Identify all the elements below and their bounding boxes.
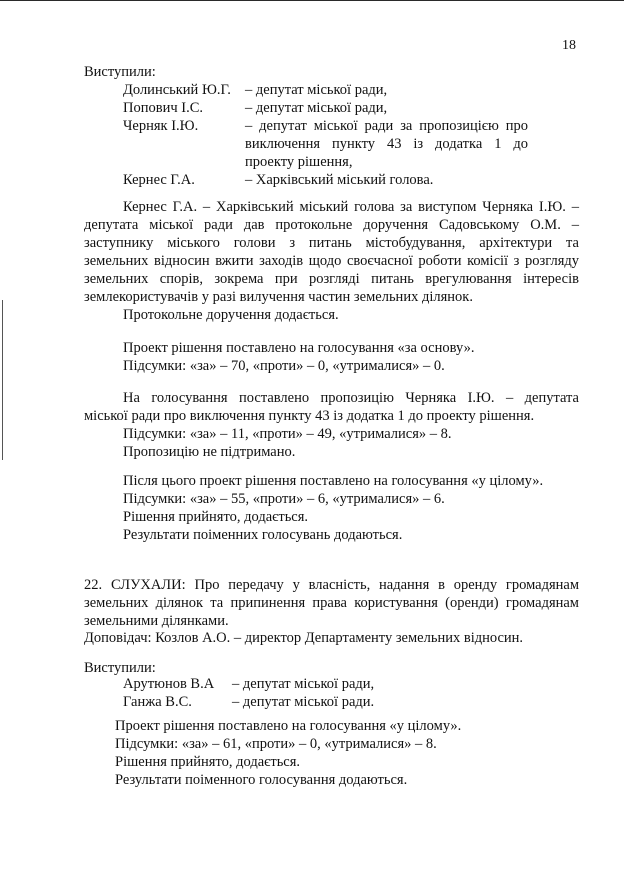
vote-basis-text: Проект рішення поставлено на голосування «за основу». [123,340,475,356]
vote-whole-text: Після цього проект рішення поставлено на голосування «у цілому». [123,473,544,489]
speaker-role-line: – депутат міської ради за пропозицією про [245,118,528,134]
item-22-reporter: Доповідач: Козлов А.О. – директор Департаменту земельних відносин. [84,630,524,646]
paragraph-line: депутата міської ради дав протокольне доручення Садовському О.М. – [84,217,579,233]
vote-item22-result: Підсумки: «за» – 61, «проти» – 0, «утрималися» – 8. [115,736,437,752]
speakers-heading: Виступили: [84,660,156,676]
item-22-text: земельними ділянками. [84,613,229,629]
vote-whole-outcome: Рішення прийнято, додається. [123,509,309,525]
paragraph-line: земельних відносин вжити заходів щодо своєчасної роботи комісії з розгляду [84,253,579,269]
speaker-role-line: проекту рішення, [245,154,353,170]
vote-proposal-result: Підсумки: «за» – 11, «проти» – 49, «утрималися» – 8. [123,426,452,442]
item-22-text: земельних ділянок та припинення права користування (оренди) громадянам [84,595,579,611]
speaker-role: – Харківський міський голова. [245,172,434,188]
paragraph-note: Протокольне доручення додається. [123,307,339,323]
speaker-role: – депутат міської ради, [245,82,388,98]
speaker-role-line: виключення пункту 43 із додатка 1 до [245,136,528,152]
paragraph-line: Кернес Г.А. – Харківський міський голова за виступом Черняка І.Ю. – [123,199,579,215]
speaker-role: – депутат міської ради. [232,694,375,710]
page-number: 18 [562,38,576,53]
speakers-heading: Виступили: [84,64,156,80]
speaker-role: – депутат міської ради, [245,100,388,116]
vote-item22-attachments: Результати поіменного голосування додаються. [115,772,408,788]
vote-item22-text: Проект рішення поставлено на голосування «у цілому». [115,718,462,734]
vote-basis-result: Підсумки: «за» – 70, «проти» – 0, «утрималися» – 0. [123,358,445,374]
speaker-role: – депутат міської ради, [232,676,375,692]
vote-proposal-text: На голосування поставлено пропозицію Черняка І.Ю. – депутата [123,390,579,406]
speaker-name: Долинський Ю.Г. [123,82,231,98]
scan-top-edge [0,0,624,1]
speaker-name: Черняк І.Ю. [123,118,199,134]
item-22-heading: 22. СЛУХАЛИ: Про передачу у власність, надання в оренду громадянам [84,577,579,593]
vote-proposal-text: міської ради про виключення пункту 43 із додатка 1 до проекту рішення. [84,408,535,424]
scan-left-edge [2,300,3,460]
speaker-name: Арутюнов В.А [123,676,215,692]
vote-whole-attachments: Результати поіменних голосувань додаються. [123,527,403,543]
vote-proposal-outcome: Пропозицію не підтримано. [123,444,296,460]
speaker-name: Попович І.С. [123,100,204,116]
speaker-name: Ганжа В.С. [123,694,192,710]
speaker-name: Кернес Г.А. [123,172,195,188]
vote-whole-result: Підсумки: «за» – 55, «проти» – 6, «утрималися» – 6. [123,491,445,507]
paragraph-line: земельних спорів, зокрема при розгляді питань врегулювання інтересів [84,271,579,287]
paragraph-line: землекористувачів у разі вилучення частин земельних ділянок. [84,289,473,305]
vote-item22-outcome: Рішення прийнято, додається. [115,754,301,770]
paragraph-line: заступнику міського голови з питань містобудування, архітектури та [84,235,579,251]
